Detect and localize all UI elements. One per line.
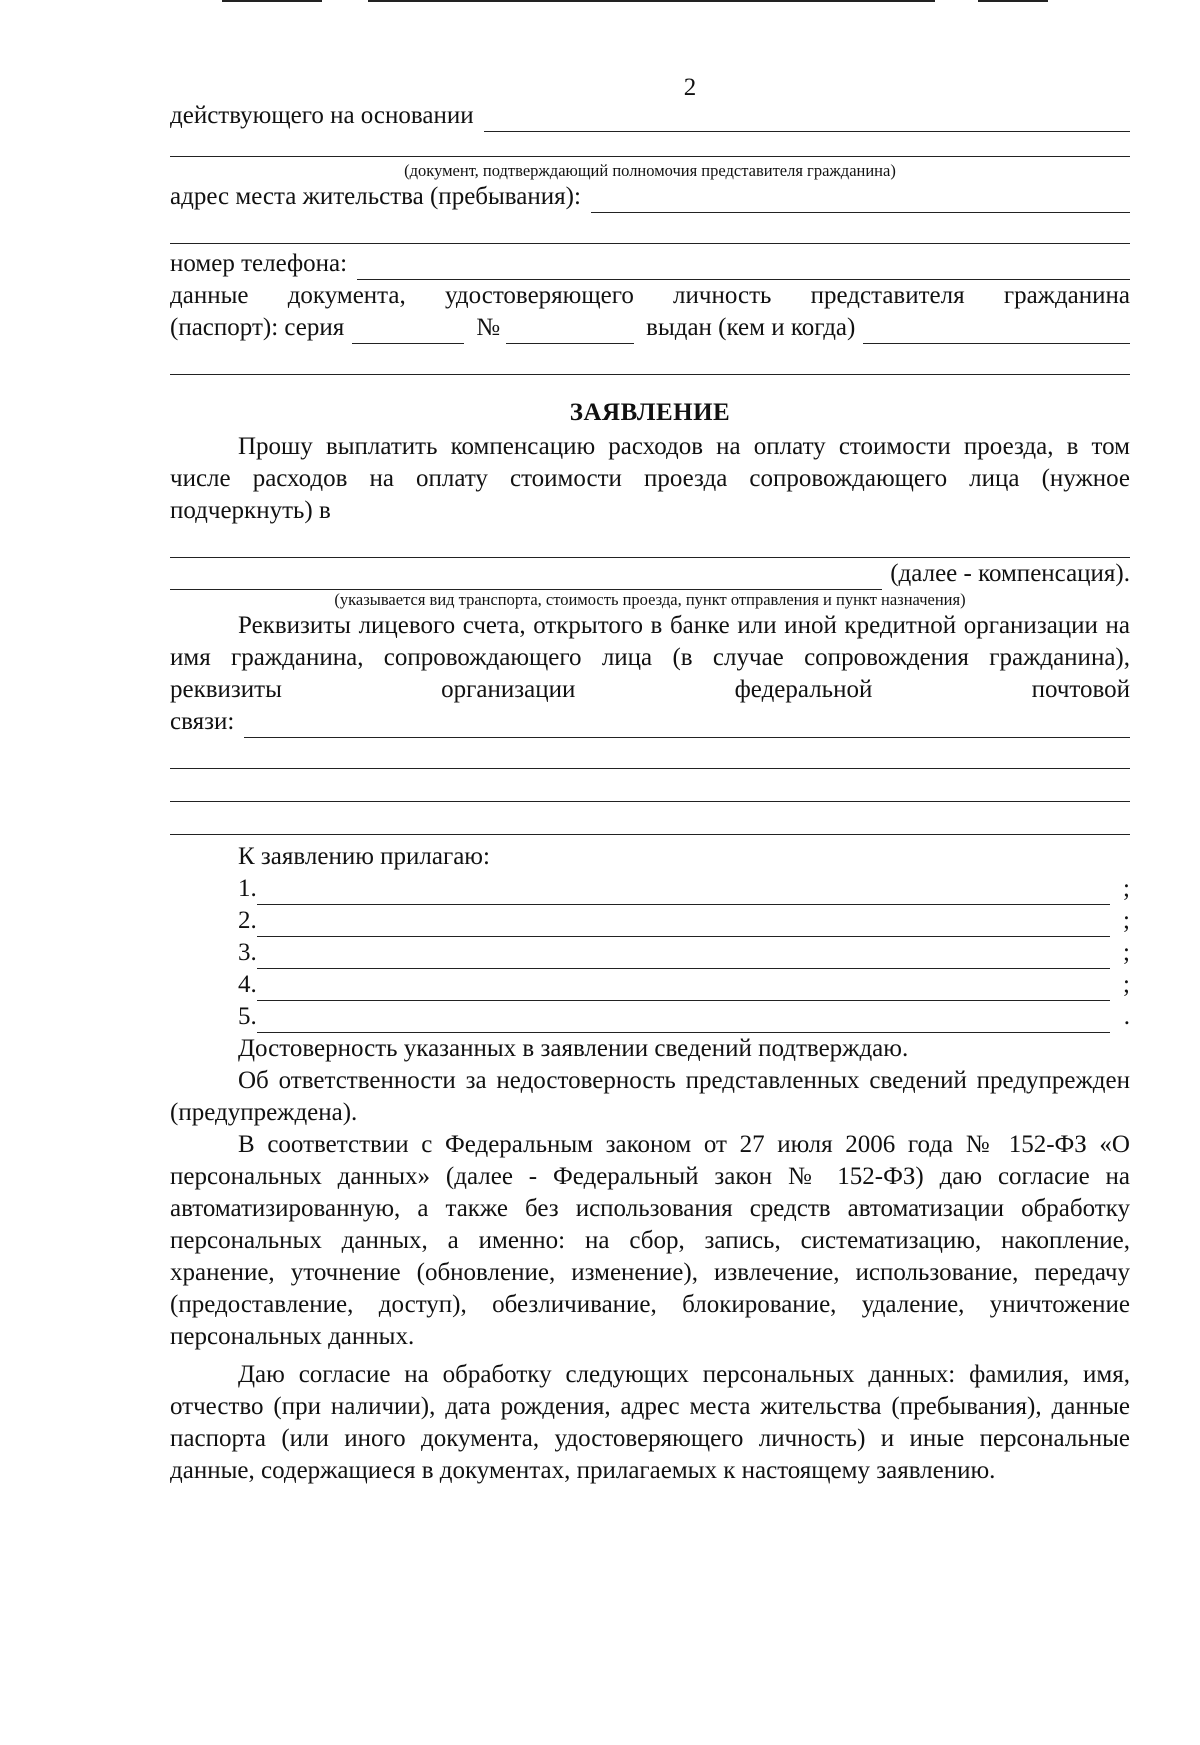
document-title: ЗАЯВЛЕНИЕ — [569, 399, 731, 426]
basis-label: действующего на основании — [170, 102, 474, 129]
passport-row — [170, 312, 1130, 344]
passport-series-label: (паспорт): серия — [170, 314, 345, 341]
passport-issued-line[interactable] — [170, 344, 1130, 375]
attachment-number: 4. — [238, 971, 257, 998]
attachment-item — [170, 905, 1130, 937]
requisites-last-word: связи: — [170, 708, 235, 735]
attachment-end: . — [1123, 1003, 1130, 1030]
attachments-label-row — [170, 841, 1130, 873]
basis-row — [170, 100, 1130, 132]
attachment-item — [170, 969, 1130, 1001]
request-field[interactable] — [170, 567, 882, 590]
attachment-number: 2. — [238, 907, 257, 934]
address-field[interactable] — [591, 190, 1130, 213]
id-doc-line: данные документа, удостоверяющего личность представителя гражданина — [170, 282, 1130, 309]
attachment-end: ; — [1123, 971, 1130, 998]
address-field-line[interactable] — [170, 213, 1130, 244]
attachment-field[interactable] — [257, 978, 1110, 1001]
requisites-paragraph: Реквизиты лицевого счета, открытого в банке или иной кредитной организации на имя гражданина, сопровождающего лица (в случае сопровождения гражданина), реквизиты организации федеральной почтовой — [170, 612, 1130, 703]
passport-number-field[interactable] — [506, 321, 634, 344]
passport-number-label: № — [476, 314, 501, 341]
basis-note: (документ, подтверждающий полномочия представителя гражданина) — [404, 161, 896, 180]
requisites-field-line[interactable] — [170, 738, 1130, 769]
attachments-label: К заявлению прилагаю: — [238, 843, 490, 870]
consent-law-paragraph: В соответствии с Федеральным законом от 27 июля 2006 года № 152-ФЗ «О персональных данных» (далее - Федеральный закон № 152-ФЗ) даю согласие на автоматизированную, а также без использования средств автоматизации обработку персональных данных, а именно: на сбор, запись, систематизацию, накопление, хранение, уточнение (обновление, изменение), извлечение, использование, передачу (предоставление, доступ), обезличивание, блокирование, удаление, уничтожение персональных данных. — [170, 1131, 1130, 1350]
attachment-end: ; — [1123, 939, 1130, 966]
consent-data-paragraph: Даю согласие на обработку следующих персональных данных: фамилия, имя, отчество (при наличии), дата рождения, адрес места жительства (пребывания), данные паспорта (или иного документа, удостоверяющего личность) и иные персональные данные, содержащиеся в документах, прилагаемых к настоящему заявлению. — [170, 1361, 1130, 1484]
basis-field-line[interactable] — [170, 132, 1130, 157]
attachment-number: 5. — [238, 1003, 257, 1030]
attachment-field[interactable] — [257, 914, 1110, 937]
basis-field[interactable] — [484, 109, 1130, 132]
requisites-row — [170, 706, 1130, 738]
attachment-item — [170, 937, 1130, 969]
phone-row — [170, 248, 1130, 280]
page-number: 2 — [683, 74, 697, 101]
request-suffix: (далее - компенсация). — [890, 560, 1130, 587]
confirm-paragraph: Достоверность указанных в заявлении сведений подтверждаю. — [238, 1035, 909, 1062]
phone-field[interactable] — [357, 257, 1130, 280]
attachment-field[interactable] — [257, 946, 1110, 969]
request-paragraph: Прошу выплатить компенсацию расходов на оплату стоимости проезда, в том числе расходов на оплату стоимости проезда сопровождающего лица (нужное подчеркнуть) в — [170, 433, 1130, 524]
passport-issued-field[interactable] — [863, 321, 1130, 344]
attachment-end: ; — [1123, 875, 1130, 902]
attachment-field[interactable] — [257, 882, 1110, 905]
attachment-item — [170, 1001, 1130, 1033]
attachment-number: 3. — [238, 939, 257, 966]
address-row — [170, 181, 1130, 213]
attachment-number: 1. — [238, 875, 257, 902]
attachment-end: ; — [1123, 907, 1130, 934]
form-content — [170, 100, 1130, 1487]
responsibility-paragraph: Об ответственности за недостоверность представленных сведений предупрежден (предупреждена). — [170, 1067, 1130, 1126]
request-field-line[interactable] — [170, 527, 1130, 558]
address-label: адрес места жительства (пребывания): — [170, 183, 581, 210]
requisites-field[interactable] — [244, 715, 1130, 738]
top-crop-mark — [368, 0, 935, 2]
attachment-field[interactable] — [257, 1010, 1110, 1033]
requisites-field-line[interactable] — [170, 769, 1130, 802]
attachment-item — [170, 873, 1130, 905]
request-suffix-row — [170, 558, 1130, 590]
request-note: (указывается вид транспорта, стоимость проезда, пункт отправления и пункт назначения) — [334, 590, 966, 609]
top-crop-mark — [978, 0, 1048, 2]
passport-series-field[interactable] — [352, 321, 464, 344]
passport-issued-label: выдан (кем и когда) — [646, 314, 856, 341]
requisites-field-line[interactable] — [170, 802, 1130, 835]
top-crop-mark — [222, 0, 322, 2]
phone-label: номер телефона: — [170, 250, 348, 277]
